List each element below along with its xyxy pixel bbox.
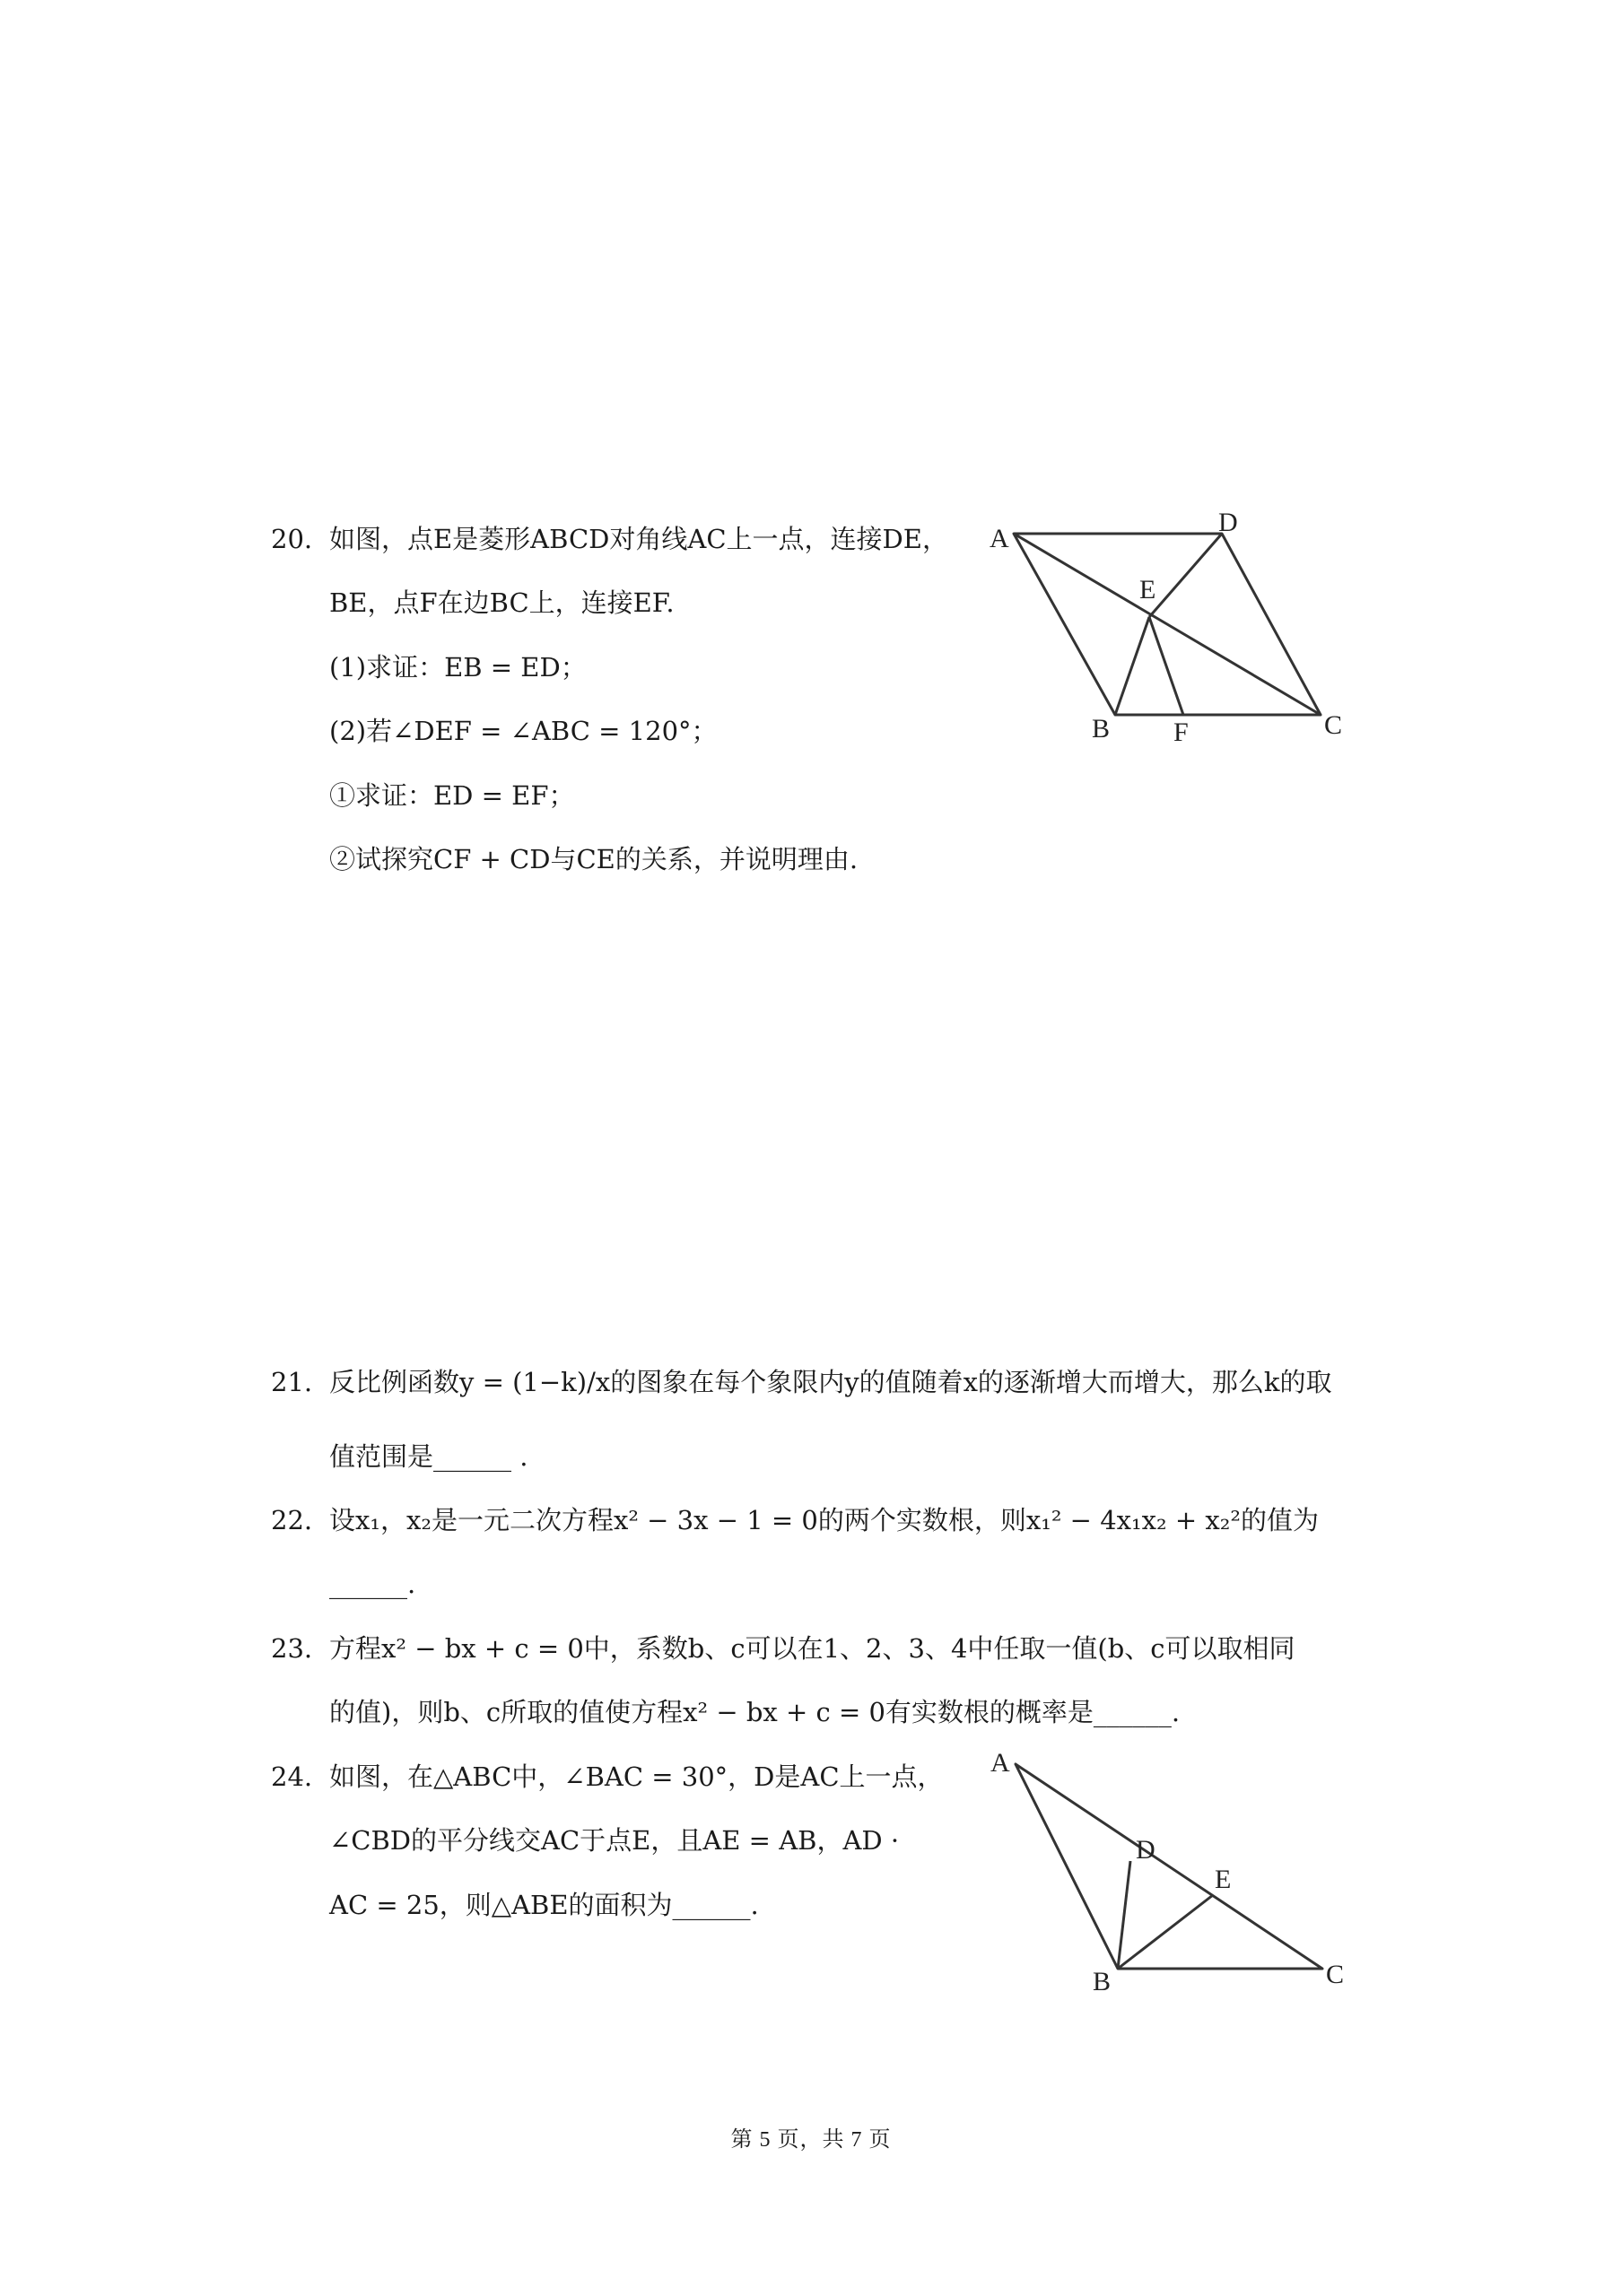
question-text-line: 方程x² − bx + c = 0中，系数b、c可以在1、2、3、4中任取一值(b、c可以取相同 <box>329 1633 1295 1664</box>
label-c: C <box>1326 1960 1345 1989</box>
question-number: 23. <box>271 1633 313 1664</box>
question-text-line: (2)若∠DEF = ∠ABC = 120°； <box>329 716 718 746</box>
question-text-line: (1)求证：EB = ED； <box>329 652 587 683</box>
question-number: 21. <box>271 1367 313 1397</box>
question-text-line: ______. <box>329 1569 416 1599</box>
question-text-line: ②试探究CF + CD与CE的关系，并说明理由. <box>329 844 859 874</box>
label-f: F <box>1173 718 1189 747</box>
question-text-line: AC = 25，则△ABE的面积为______. <box>329 1890 759 1920</box>
question-text-line: ①求证：ED = EF； <box>329 780 575 811</box>
question-number: 22. <box>271 1505 313 1535</box>
segment-de <box>1149 534 1222 617</box>
label-a: A <box>990 1748 1010 1778</box>
question-number: 20. <box>271 524 313 554</box>
label-d: D <box>1218 508 1238 537</box>
label-a: A <box>990 524 1009 553</box>
question-text-line: BE，点F在边BC上，连接EF. <box>329 587 675 618</box>
label-e: E <box>1215 1865 1232 1894</box>
segment-be <box>1115 617 1149 715</box>
question-number: 24. <box>271 1761 313 1792</box>
label-c: C <box>1324 710 1343 740</box>
question-text-line: 的值)，则b、c所取的值使方程x² − bx + c = 0有实数根的概率是______. <box>329 1697 1181 1727</box>
question-text-line: 值范围是______ . <box>329 1441 528 1472</box>
diagonal-ac <box>1014 534 1321 715</box>
label-b: B <box>1093 1967 1112 1996</box>
triangle-figure <box>978 1744 1364 2013</box>
question-text-line: 设x₁，x₂是一元二次方程x² − 3x − 1 = 0的两个实数根，则x₁² − 4x₁x₂ + x₂²的值为 <box>329 1505 1319 1535</box>
segment-bd <box>1118 1861 1130 1969</box>
label-e: E <box>1139 575 1156 604</box>
segment-be <box>1118 1895 1213 1969</box>
question-text-line: 如图，点E是菱形ABCD对角线AC上一点，连接DE， <box>329 524 948 554</box>
question-text-line: ∠CBD的平分线交AC于点E，且AE = AB，AD · <box>329 1825 900 1856</box>
page-footer: 第 5 页，共 7 页 <box>730 2128 892 2152</box>
rhombus-figure <box>978 502 1355 762</box>
label-b: B <box>1092 714 1111 744</box>
triangle-abc <box>1016 1764 1322 1969</box>
label-d: D <box>1136 1835 1155 1865</box>
question-text-line: 反比例函数y = (1−k)/x的图象在每个象限内y的值随着x的逐渐增大而增大，那么k的取 <box>329 1367 1332 1397</box>
question-text-line: 如图，在△ABC中，∠BAC = 30°，D是AC上一点， <box>329 1761 944 1792</box>
